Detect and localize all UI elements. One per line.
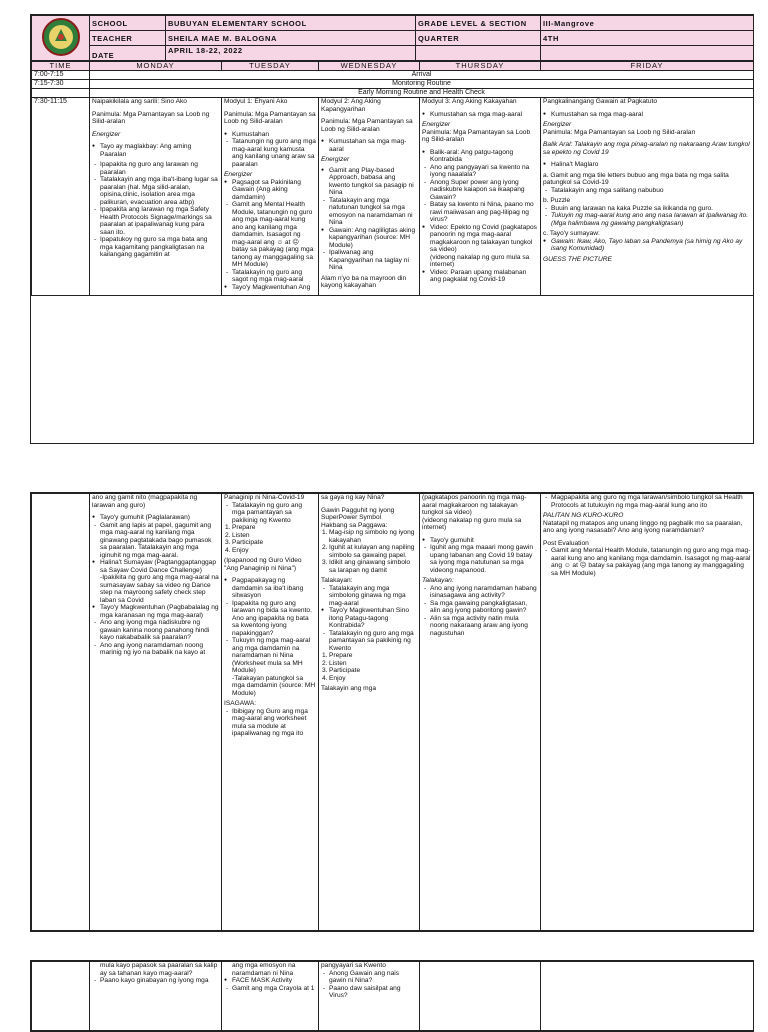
list-item: ● Tayo ay maglakbay: Ang aming Paaralan bbox=[100, 143, 219, 158]
text: Panaginip ni Nina-Covid-19 bbox=[224, 494, 305, 501]
monday-cell bbox=[90, 98, 222, 296]
list-item: - Buuin ang larawan na kaka Puzzle sa ikikanda ng guro. bbox=[551, 205, 751, 213]
list-item: 3. Participate bbox=[232, 539, 316, 547]
list-item: -Talakayan patungkol sa mga damdamin (source: MH Module) bbox=[232, 674, 316, 697]
schedule-table-continued-2 bbox=[31, 961, 754, 1031]
text: ISAGAWA: bbox=[224, 700, 257, 707]
col-thursday: THURSDAY bbox=[420, 62, 541, 71]
list-item: - Tatalakayin ng guro ang mga pamantayan sa pakikinig ng Kwento bbox=[329, 630, 417, 653]
list-item: ● Gamit ang Play-based Approach, babasa ang kwento tungkol sa pasagip ni Nina bbox=[329, 167, 417, 197]
list-item: - Ipapakita ng guro ang larawan ng bida sa kwento. Ano ang ipapakita ng bata sa kwentong iyong napakinggan? bbox=[232, 600, 316, 638]
list-item: 2. Iguhit at kulayan ang napiling simbolo sa gawaing papel. bbox=[329, 544, 417, 559]
list-item: - Anong Gawain ang nais gawin ni Nina? bbox=[329, 970, 417, 985]
schedule-table-continued bbox=[31, 493, 754, 931]
list-item: ● Video: Paraan upang malabanan ang pagkalat ng Covid-19 bbox=[430, 269, 538, 284]
list-item: - Gamit ang lapis at papel, gagumit ang mga mag-aaral ng kanilang mga ginawang pagtatakada bago pumasok sa paaralan. Tatalakayin ang mga iginuhit ng mga mag-aaral. bbox=[100, 522, 219, 560]
tuesday-cell bbox=[222, 98, 319, 296]
list-item: - Ano ang pangyayari sa kwento na iyong naaalala? bbox=[430, 164, 538, 179]
list-item: ● FACE MASK Activity bbox=[232, 977, 316, 985]
grade-value: III-Mangrove bbox=[541, 16, 754, 31]
tuesday-cell bbox=[222, 494, 319, 931]
list-item: ● Kumustahan sa mga mag-aaral bbox=[551, 111, 751, 119]
list-item: - Anong Super power ang iyong nadiskubre kaiapon sa ikaapang Gawain? bbox=[430, 179, 538, 202]
tuesday-cell bbox=[222, 962, 319, 1031]
page-3 bbox=[30, 960, 754, 1032]
list-item: - Tukuyin ng mga mag-aaral ang mga damdamin na naramdaman ni Nina (Worksheet mula sa MH Module) bbox=[232, 637, 316, 675]
text: Alam n'yo ba na mayroon din kayong kakayahan bbox=[321, 274, 407, 289]
list-item: - Tatalakayin ang mga salitang nabubuo bbox=[551, 187, 751, 195]
col-tuesday: TUESDAY bbox=[222, 62, 319, 71]
list-item: - Tatalakayin ang mga iba't-ibang lugar sa paaralan (hal. Mga silid-aralan, opisina,clinic, isolation area mga palikuran, evacuation area atbp) bbox=[100, 176, 219, 206]
text: Energizer bbox=[543, 121, 572, 128]
list-item: - Magpapakita ang guro ng mga larawan/simbolo tungkol sa Health Protocols at tutukuyin ng mga mag-aaral kung ano ito bbox=[551, 494, 751, 509]
list-item: - Ano ang iyong mga nadiskubre ng gawain kanina noong panahong hindi kayo nakababalik sa paaralan? bbox=[100, 619, 219, 642]
schedule-table bbox=[31, 61, 754, 296]
list-item: - Ipapatukoy ng guro sa mga bata ang mga kagamitang pangkaligtasan na kailangang gagamitin at bbox=[100, 236, 219, 259]
quarter-value: 4TH bbox=[541, 31, 754, 46]
list-item: - Tatalakayin ng guro ang sagot ng mga mag-aaral bbox=[232, 269, 316, 284]
list-item: - Ipapakita ang larawan ng mga Safety Health Protocols Signage/markings sa paaralan at ipapaliwanag kung para saan ito. bbox=[100, 206, 219, 236]
list-item: ● Gawain: Ang nagliligtas aking kapangyarihan (source: MH Module) bbox=[329, 227, 417, 250]
school-seal-icon bbox=[41, 17, 81, 57]
text: Energizer bbox=[321, 156, 350, 163]
text: Panimula: Mga Pamantayan sa Loob ng Silid-aralan bbox=[422, 128, 531, 143]
list-item: - Ibibigay ng Guro ang mga mag-aaral ang worksheet mula sa module at ipapaliwanag ng mga ito bbox=[232, 708, 316, 738]
text: (pagkatapos panoorin ng mga mag-aaral magkakaroon ng talakayan tungkol sa video) bbox=[422, 494, 527, 516]
wednesday-cell bbox=[319, 98, 420, 296]
text: Post Evaluation bbox=[543, 539, 589, 547]
list-item: (videong nakalap ng guro mula sa internet) bbox=[430, 253, 530, 268]
list-item: ● Pagsagot sa Pakinilang Gawain (Ang aking damdamin) bbox=[232, 179, 316, 202]
text: Panimula: Mga Pamantayan sa Loob ng Silid-aralan bbox=[321, 118, 413, 133]
list-item: ● Kumustahan bbox=[232, 131, 316, 139]
list-item: ● Balik-aral: Ang patgu-tagong Kontrabida bbox=[430, 149, 538, 164]
list-item: 4. Enjoy bbox=[232, 547, 316, 555]
time-main: 7:30-11:15 bbox=[32, 98, 90, 296]
text: Panimula: Mga Pamantayan sa Loob ng Silid-aralan bbox=[224, 110, 316, 125]
text: Energizer bbox=[422, 121, 451, 128]
text: Modyul 1: Ehyani Ako bbox=[224, 98, 288, 105]
list-item: - Tatanungin ng guro ang mga mag-aaral kung kamusta ang kanilang unang araw sa paaralan bbox=[232, 138, 316, 168]
list-item: - Paano kayo ginabayan ng iyong mga bbox=[100, 977, 219, 985]
teacher-label: TEACHER bbox=[90, 31, 166, 46]
list-item: ● Video: Epekto ng Covid (pagkatapos panoorin ng mga mag-aaral magkakaroon ng talakayan tungkol sa video) bbox=[430, 224, 538, 254]
thursday-cell bbox=[420, 98, 541, 296]
text: Modyul 3: Ang Aking Kakayahan bbox=[422, 98, 517, 105]
list-item: ● Halina't Sumayaw (Pagtanggaptanggap sa Sayaw Covid Dance Challenge) bbox=[100, 559, 219, 574]
list-item: - Tukuyin ng mag-aaral kung ano ang nasa larawan at ipaliwanag ito. (Mga halimbawa ng gawaing pangkaligtasan) bbox=[551, 212, 751, 227]
list-item: ● Halina't Maglaro bbox=[551, 161, 751, 169]
list-item: 3. Participate bbox=[329, 667, 417, 675]
list-item: - Sa mga gawaing pangkaligtasan, alin ang iyong paboritong gawin? bbox=[430, 600, 538, 615]
list-item: - Ipapakita ng guro ang larawan ng paaralan bbox=[100, 161, 219, 176]
friday-cell bbox=[541, 98, 754, 296]
list-item: 1. Mag-isip ng simbolo ng iyong kakayahan bbox=[329, 529, 417, 544]
text: ano ang gamit nito (magpapakita ng larawan ang guro) bbox=[92, 494, 198, 509]
thursday-cell bbox=[420, 494, 541, 931]
header-table bbox=[31, 15, 754, 61]
list-item: - Tatalakayin ang mga natutunan tungkol sa mga emosyon na naramdaman ni Nina bbox=[329, 197, 417, 227]
list-item: ● Tayo'y gumuhit (Paglalarawan) bbox=[100, 514, 219, 522]
text: Natatapil ng matapos ang unang linggo ng pagbalik mo sa paaralan, ano ang iyong nasasabi? Ano ang iyong naramdaman? bbox=[543, 519, 743, 534]
list-item: - Alin sa mga activity natin mula noong nakaraang araw ang iyong nagustuhan bbox=[430, 615, 538, 638]
monday-cell bbox=[90, 962, 222, 1031]
col-friday: FRIDAY bbox=[541, 62, 754, 71]
col-time: TIME bbox=[32, 62, 90, 71]
text: Talakayan: bbox=[321, 577, 353, 584]
text: Modyul 2: Ang Aking Kapangyarihan bbox=[321, 98, 381, 113]
text: Energizer bbox=[92, 130, 121, 138]
list-item: ang mga emosyon na naramdaman ni Nina bbox=[232, 962, 296, 977]
list-item: 4. Enjoy bbox=[329, 675, 417, 683]
monday-cell bbox=[90, 494, 222, 931]
school-logo bbox=[32, 16, 90, 61]
list-item: ● Kumustahan sa mga mag-aaral bbox=[329, 138, 417, 153]
text: Pangkalinangang Gawain at Pagkatuto bbox=[543, 98, 658, 105]
list-item: 1. Prepare bbox=[232, 524, 316, 532]
text: PALITAN NG KURO-KURO bbox=[543, 512, 624, 519]
text: b. Puzzle bbox=[543, 197, 571, 204]
list-item: ● Kumustahan sa mga mag-aaral bbox=[430, 111, 538, 119]
list-item: 1. Prepare bbox=[329, 652, 417, 660]
text: Balik Aral: Talakayin ang mga pinag-aralan ng nakaraang Araw tungkol sa epekto ng Covid 19 bbox=[543, 141, 750, 156]
text: Energizer bbox=[224, 171, 253, 178]
list-item: 2. Listen bbox=[329, 660, 417, 668]
time-monitoring: 7:15-7:30 bbox=[32, 80, 90, 89]
list-item: -Ipakikita ng guro ang mga mag-aaral na sumasayaw sabay sa video ng Dance step na mayroong safety check step laban sa Covid bbox=[100, 574, 219, 604]
list-item: - Iguhit ang mga maaari mong gawin upang labanan ang Covid 19 batay sa iyong mga natutunan sa mga videong napanood. bbox=[430, 544, 538, 574]
text: a. Gamit ang mga tile letters bubuo ang mga bata ng mga salita patungkol sa Covid-19 bbox=[543, 171, 729, 186]
wednesday-cell bbox=[319, 962, 420, 1031]
page-2 bbox=[30, 492, 754, 932]
text: Naipakikilala ang sarili: Sino Ako bbox=[92, 98, 187, 105]
list-item: - Tatalakayin ang mga simbolong ginawa ng mga mag-aaral bbox=[329, 585, 417, 608]
list-item: ● Pagpapakayag ng damdamin sa iba't ibang sitwasyon bbox=[232, 577, 316, 600]
list-item: - Gamit ang mga Crayola at 1 bbox=[232, 985, 316, 993]
list-item: - Batay sa kwento ni Nina, paano mo rawi maiiwasan ang pag-lilipag ng virus? bbox=[430, 201, 538, 224]
text: Gawin Pagguhit ng iyong SuperPower Symbol bbox=[321, 506, 395, 521]
teacher-value: SHEILA MAE M. BALOGNA bbox=[166, 31, 416, 46]
school-value: BUBUYAN ELEMENTARY SCHOOL bbox=[166, 16, 416, 31]
health-check-label: Early Morning Routine and Health Check bbox=[90, 89, 754, 98]
col-monday: MONDAY bbox=[90, 62, 222, 71]
thursday-cell bbox=[420, 962, 541, 1031]
list-item: - Gamit ang Mental Health Module, tatanungin ng guro ang mga mag-aaral kung ano ang kanilang mga damdamin. Isasagot ng mag-aaral ang ☺ at ☹ batay sa pakayag (ang mga tanong ay manggagaling sa MH Module) bbox=[232, 201, 316, 269]
list-item: ● Tayo'y Magkwentuhan Ang bbox=[232, 284, 316, 292]
list-item: - Tatalakayin ng guro ang mga pamantayan sa pakikinig ng Kwento bbox=[232, 502, 316, 525]
list-item: - Ipaliwanag ang Kapangyarihan na taglay ni Nina bbox=[329, 249, 417, 272]
text: (Ipapanood ng Guro Video "Ang Panaginip ni Nina") bbox=[224, 557, 302, 572]
page-1 bbox=[30, 14, 754, 444]
text: pangyayari sa Kwento bbox=[321, 962, 386, 969]
friday-cell bbox=[541, 962, 754, 1031]
date-label: DATE bbox=[90, 46, 166, 61]
grade-label: GRADE LEVEL & SECTION bbox=[416, 16, 541, 31]
list-item: ● Tayo'y Magkwentuhan (Pagbabalalag ng mga karanasan ng mga mag-aaral) bbox=[100, 604, 219, 619]
text: Talakayin ang mga bbox=[321, 685, 376, 692]
list-item: - Ano ang iyong naramdaman noong marinig ng iyo na babalik na kayo at bbox=[100, 642, 219, 657]
list-item: mula kayo papasok sa paaralan sa kalip ay sa tahanan kayo mag-aaral? bbox=[100, 962, 218, 977]
monitoring-label bbox=[90, 80, 754, 89]
list-item: - Gamit ang Mental Health Module, tatanungin ng guro ang mga mag-aaral kung ano ang kanilang mga damdamin. Isasagot ng mag-aaral ang ☺ at ☹ batay sa pakayag (ang mga tanong ay manggagaling sa MH Module) bbox=[551, 547, 751, 577]
text: Panimula: Mga Pamantayan sa Loob ng Silid-aralan bbox=[92, 110, 210, 125]
col-wednesday: WEDNESDAY bbox=[319, 62, 420, 71]
list-item: - Ano ang iyong naramdaman habang isinasagawa ang activity? bbox=[430, 585, 538, 600]
list-item: ● Gawain: Ikaw, Ako, Tayo laban sa Pandemya (sa himig ng Ako ay isang Komunidad) bbox=[551, 238, 751, 253]
quarter-label: QUARTER bbox=[416, 31, 541, 46]
school-label: SCHOOL bbox=[90, 16, 166, 31]
list-item: 3. Idikit ang ginawang simbolo sa larapan ng damit bbox=[329, 559, 417, 574]
text: GUESS THE PICTURE bbox=[543, 255, 612, 263]
list-item: ● Tayo'y Magkwentuhan Sino itong Patagu-tagong Kontrabida? bbox=[329, 607, 417, 630]
text: Talakayan: bbox=[422, 577, 454, 584]
text: sa gaya ng kay Nina? bbox=[321, 494, 385, 501]
list-item: ● Tayo'y gumuhit bbox=[430, 537, 538, 545]
text: Panimula: Mga Pamantayan sa Loob ng Silid-aralan bbox=[543, 128, 696, 136]
text: (videong nakalap ng guro mula sa internet) bbox=[422, 516, 522, 531]
time-arrival: 7:00-7:15 bbox=[32, 71, 90, 80]
text: Hakbang sa Paggawa: bbox=[321, 521, 388, 529]
friday-cell bbox=[541, 494, 754, 931]
monitoring-title: Monitoring Routine bbox=[392, 80, 451, 87]
list-item: - Paano daw saisilpat ang Virus? bbox=[329, 985, 417, 1000]
text: c. Tayo'y sumayaw: bbox=[543, 230, 600, 237]
date-value: APRIL 18-22, 2022 bbox=[166, 46, 416, 61]
wednesday-cell bbox=[319, 494, 420, 931]
arrival-label: Arrival bbox=[90, 71, 754, 80]
list-item: 2. Listen bbox=[232, 532, 316, 540]
